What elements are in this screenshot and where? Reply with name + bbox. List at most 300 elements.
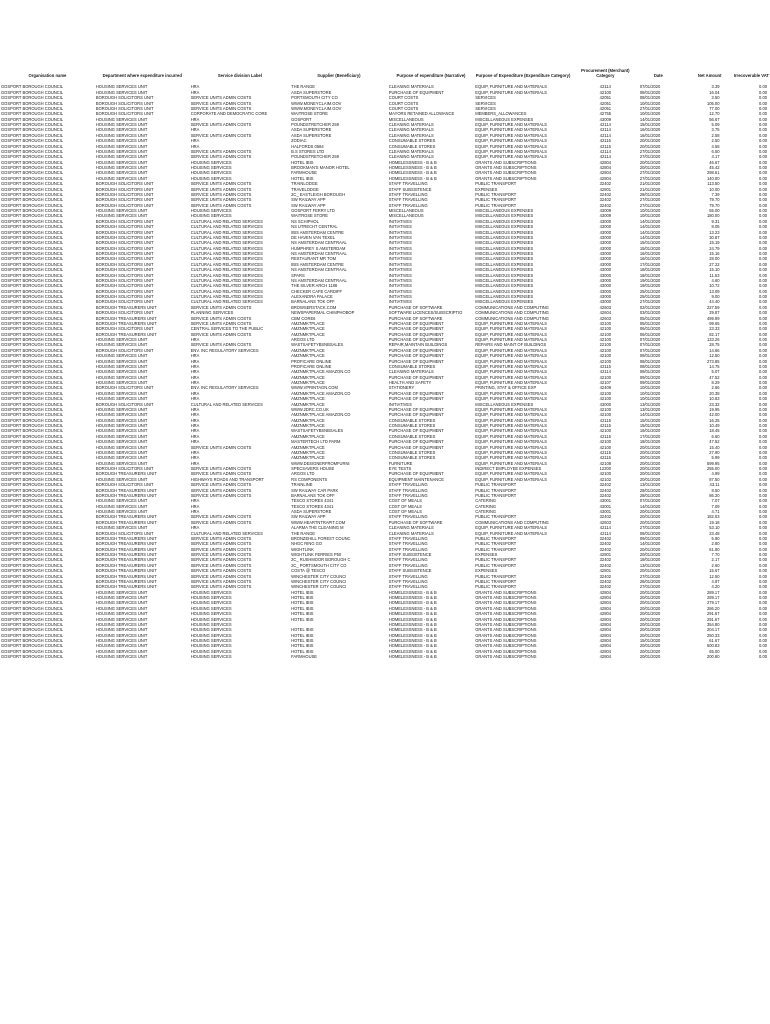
supplier-cell: ASDA SUPERSTORE bbox=[291, 509, 332, 515]
organisation-cell: GOSPORT BOROUGH COUNCIL bbox=[1, 100, 64, 106]
department-cell: BOROUGH SOLICITORS UNIT bbox=[95, 224, 154, 230]
irrecoverable-vat-cell: 0.00 bbox=[759, 170, 767, 176]
service-division-cell: HRA bbox=[190, 460, 200, 466]
date-cell: 18/01/2020 bbox=[639, 267, 661, 273]
irrecoverable-vat-cell: 0.00 bbox=[759, 578, 767, 584]
net-amount-cell: 10.83 bbox=[709, 396, 720, 402]
organisation-cell: GOSPORT BOROUGH COUNCIL bbox=[1, 283, 64, 289]
supplier-cell: HOTEL IBIS bbox=[291, 638, 314, 644]
date-cell: 28/01/2020 bbox=[639, 487, 661, 493]
department-cell: BOROUGH SOLICITORS UNIT bbox=[95, 482, 154, 488]
supplier-cell: WASTSAFETYBSNBSALES bbox=[291, 428, 344, 434]
irrecoverable-vat-cell: 0.00 bbox=[759, 492, 767, 498]
organisation-cell: GOSPORT BOROUGH COUNCIL bbox=[1, 401, 64, 407]
procurement-category-cell: 42804 bbox=[599, 638, 612, 644]
date-cell: 28/01/2020 bbox=[639, 191, 661, 197]
service-division-cell: SERVICE UNITS ADMIN COSTS bbox=[190, 122, 252, 128]
procurement-category-cell: 32402 bbox=[599, 197, 612, 203]
supplier-cell: BARNALANS TOK OFF bbox=[291, 492, 335, 498]
date-cell: 20/01/2020 bbox=[639, 165, 661, 171]
service-division-cell: HRA bbox=[190, 449, 200, 455]
purpose-category-cell: GRANTS AND SUBSCRIPTIONS bbox=[475, 595, 537, 601]
department-cell: BOROUGH SOLICITORS UNIT bbox=[95, 326, 154, 332]
irrecoverable-vat-cell: 0.00 bbox=[759, 654, 767, 660]
department-cell: HOUSING SERVICES UNIT bbox=[95, 353, 148, 359]
purpose-category-cell: SERVICES bbox=[475, 105, 496, 111]
purpose-narrative-cell: STAFF TRAVELLING bbox=[388, 573, 428, 579]
purpose-category-cell: MISCELLANEOUS EXPENSES bbox=[475, 299, 534, 305]
procurement-category-cell: 43009 bbox=[599, 213, 612, 219]
service-division-cell: CULTURAL AND RELATED SERVICES bbox=[190, 530, 263, 536]
supplier-cell: PORTSMOUTH CITY CO bbox=[291, 95, 338, 101]
organisation-cell: GOSPORT BOROUGH COUNCIL bbox=[1, 482, 64, 488]
purpose-narrative-cell: CLEANING MATERIALS bbox=[388, 154, 434, 160]
date-cell: 20/01/2020 bbox=[639, 455, 661, 461]
date-cell: 20/01/2020 bbox=[639, 509, 661, 515]
department-cell: BOROUGH TREASURERS UNIT bbox=[95, 552, 157, 558]
purpose-category-cell: EQUIP, FURNITURE AND MATERIALS bbox=[475, 530, 547, 536]
date-cell: 27/01/2020 bbox=[639, 299, 661, 305]
net-amount-cell: 13.09 bbox=[709, 288, 720, 294]
department-cell: BOROUGH TREASURERS UNIT bbox=[95, 304, 157, 310]
service-division-cell: HOUSING SERVICES bbox=[190, 616, 232, 622]
service-division-cell: HRA bbox=[190, 509, 200, 515]
procurement-category-cell: 42115 bbox=[599, 417, 611, 423]
net-amount-cell: 42.00 bbox=[709, 412, 720, 418]
organisation-cell: GOSPORT BOROUGH COUNCIL bbox=[1, 632, 64, 638]
net-amount-cell: 15.19 bbox=[709, 240, 720, 246]
purpose-category-cell: MISCELLANEOUS EXPENSES bbox=[475, 283, 534, 289]
purpose-narrative-cell: HEALTH AND SAFETY bbox=[388, 380, 432, 386]
net-amount-cell: 204.17 bbox=[706, 627, 720, 633]
net-amount-cell: 4.71 bbox=[711, 509, 720, 515]
purpose-narrative-cell: INITIATIVES bbox=[388, 288, 412, 294]
net-amount-cell: 250.33 bbox=[706, 632, 720, 638]
purpose-category-cell: EQUIP, FURNITURE AND MATERIALS bbox=[475, 353, 547, 359]
net-amount-cell: 29.87 bbox=[709, 310, 720, 316]
procurement-category-cell: 32402 bbox=[599, 487, 612, 493]
purpose-narrative-cell: EYE TESTS bbox=[388, 466, 412, 472]
purpose-category-cell: EQUIP, FURNITURE AND MATERIALS bbox=[475, 374, 547, 380]
irrecoverable-vat-cell: 0.00 bbox=[759, 148, 767, 154]
supplier-cell: AMZNMKTPLACE bbox=[291, 449, 325, 455]
date-cell: 05/01/2020 bbox=[639, 315, 661, 321]
purpose-narrative-cell: STAFF TRAVELLING bbox=[388, 197, 428, 203]
procurement-category-cell: 32402 bbox=[599, 181, 612, 187]
supplier-cell: NEWSPAPERMAL CHIMPHOBOP bbox=[291, 310, 355, 316]
department-cell: HOUSING SERVICES UNIT bbox=[95, 455, 148, 461]
purpose-category-cell: GRANTS AND SUBSCRIPTIONS bbox=[475, 170, 537, 176]
net-amount-cell: 61.80 bbox=[709, 546, 720, 552]
supplier-cell: GOSPORT FERRY LTD bbox=[291, 208, 335, 214]
purpose-category-cell: MISCELLANEOUS EXPENSES bbox=[475, 213, 534, 219]
purpose-narrative-cell: INITIATIVES bbox=[388, 272, 412, 278]
organisation-cell: GOSPORT BOROUGH COUNCIL bbox=[1, 294, 64, 300]
organisation-cell: GOSPORT BOROUGH COUNCIL bbox=[1, 530, 64, 536]
department-cell: HOUSING SERVICES UNIT bbox=[95, 589, 148, 595]
purpose-narrative-cell: STAFF TRAVELLING bbox=[388, 535, 428, 541]
procurement-category-cell: 42100 bbox=[599, 444, 612, 450]
date-cell: 03/01/2020 bbox=[639, 310, 661, 316]
organisation-cell: GOSPORT BOROUGH COUNCIL bbox=[1, 208, 64, 214]
purpose-category-cell: GRANTS AND SUBSCRIPTIONS bbox=[475, 627, 537, 633]
date-cell: 15/01/2020 bbox=[639, 122, 661, 128]
purpose-narrative-cell: CONSUMABLE STORES bbox=[388, 423, 436, 429]
service-division-cell: CORPORATE AND DEMOCRATIC CORE bbox=[190, 111, 268, 117]
net-amount-cell: 86.20 bbox=[709, 492, 720, 498]
header-organisation-name: Organisation name bbox=[28, 73, 67, 79]
department-cell: BOROUGH TREASURERS UNIT bbox=[95, 546, 157, 552]
supplier-cell: ASDA SUPERSTORE bbox=[291, 127, 332, 133]
organisation-cell: GOSPORT BOROUGH COUNCIL bbox=[1, 213, 64, 219]
organisation-cell: GOSPORT BOROUGH COUNCIL bbox=[1, 568, 64, 574]
date-cell: 10/01/2020 bbox=[639, 385, 661, 391]
procurement-category-cell: 42051 bbox=[599, 95, 612, 101]
organisation-cell: GOSPORT BOROUGH COUNCIL bbox=[1, 374, 64, 380]
purpose-narrative-cell: PURCHASE OF EQUIPMENT bbox=[388, 406, 444, 412]
irrecoverable-vat-cell: 0.00 bbox=[759, 460, 767, 466]
table-body bbox=[0, 84, 770, 659]
net-amount-cell: 3.50 bbox=[711, 95, 720, 101]
irrecoverable-vat-cell: 0.00 bbox=[759, 159, 767, 165]
procurement-category-cell: 12200 bbox=[599, 466, 612, 472]
net-amount-cell: 500.83 bbox=[706, 643, 720, 649]
irrecoverable-vat-cell: 0.00 bbox=[759, 326, 767, 332]
service-division-cell: SERVICE UNITS ADMIN COSTS bbox=[190, 320, 252, 326]
service-division-cell: CULTURAL AND RELATED SERVICES bbox=[190, 272, 263, 278]
net-amount-cell: 289.17 bbox=[706, 589, 720, 595]
procurement-category-cell: 42804 bbox=[599, 621, 612, 627]
purpose-narrative-cell: STAFF TRAVELLING bbox=[388, 557, 428, 563]
irrecoverable-vat-cell: 0.00 bbox=[759, 487, 767, 493]
procurement-category-cell: 42115 bbox=[599, 455, 611, 461]
department-cell: HOUSING SERVICES UNIT bbox=[95, 460, 148, 466]
organisation-cell: GOSPORT BOROUGH COUNCIL bbox=[1, 299, 64, 305]
supplier-cell: SW RAILWAY APP bbox=[291, 197, 326, 203]
purpose-narrative-cell: INITIATIVES bbox=[388, 267, 412, 273]
purpose-category-cell: MISCELLANEOUS EXPENSES bbox=[475, 218, 534, 224]
organisation-cell: GOSPORT BOROUGH COUNCIL bbox=[1, 95, 64, 101]
organisation-cell: GOSPORT BOROUGH COUNCIL bbox=[1, 218, 64, 224]
department-cell: HOUSING SERVICES UNIT bbox=[95, 632, 148, 638]
net-amount-cell: 2.66 bbox=[711, 385, 720, 391]
purpose-narrative-cell: HOMELESSNESS - B & B bbox=[388, 627, 437, 633]
department-cell: BOROUGH SOLICITORS UNIT bbox=[95, 347, 154, 353]
procurement-category-cell: 43000 bbox=[599, 224, 612, 230]
purpose-narrative-cell: STAFF TRAVELLING bbox=[388, 487, 428, 493]
department-cell: BOROUGH SOLICITORS UNIT bbox=[95, 401, 154, 407]
procurement-category-cell: 42804 bbox=[599, 589, 612, 595]
net-amount-cell: 200.80 bbox=[706, 654, 720, 660]
purpose-narrative-cell: COST OF MEALS bbox=[388, 503, 422, 509]
date-cell: 19/01/2020 bbox=[639, 283, 661, 289]
net-amount-cell: 291.67 bbox=[706, 611, 720, 617]
date-cell: 20/01/2020 bbox=[639, 595, 661, 601]
purpose-narrative-cell: FURNITURE bbox=[388, 460, 413, 466]
procurement-category-cell: 32402 bbox=[599, 584, 612, 590]
irrecoverable-vat-cell: 0.00 bbox=[759, 530, 767, 536]
purpose-category-cell: EQUIP, FURNITURE AND MATERIALS bbox=[475, 337, 547, 343]
irrecoverable-vat-cell: 0.00 bbox=[759, 245, 767, 251]
service-division-cell: SERVICE UNITS ADMIN COSTS bbox=[190, 197, 252, 203]
organisation-cell: GOSPORT BOROUGH COUNCIL bbox=[1, 460, 64, 466]
purpose-category-cell: EQUIP, FURNITURE AND MATERIALS bbox=[475, 423, 547, 429]
organisation-cell: GOSPORT BOROUGH COUNCIL bbox=[1, 358, 64, 364]
net-amount-cell: 6.50 bbox=[711, 148, 720, 154]
irrecoverable-vat-cell: 0.00 bbox=[759, 251, 767, 257]
purpose-narrative-cell: INITIATIVES bbox=[388, 218, 412, 224]
irrecoverable-vat-cell: 0.00 bbox=[759, 143, 767, 149]
purpose-category-cell: EQUIP, FURNITURE AND MATERIALS bbox=[475, 380, 547, 386]
service-division-cell: SERVICE UNITS ADMIN COSTS bbox=[190, 482, 252, 488]
department-cell: BOROUGH SOLICITORS UNIT bbox=[95, 267, 154, 273]
irrecoverable-vat-cell: 0.00 bbox=[759, 417, 767, 423]
header-supplier: Supplier (Beneficiary) bbox=[317, 73, 361, 79]
procurement-category-cell: 42115 bbox=[599, 138, 611, 144]
organisation-cell: GOSPORT BOROUGH COUNCIL bbox=[1, 466, 64, 472]
organisation-cell: GOSPORT BOROUGH COUNCIL bbox=[1, 353, 64, 359]
purpose-category-cell: PUBLIC TRANSPORT bbox=[475, 584, 517, 590]
purpose-narrative-cell: CONSUMABLE STORES bbox=[388, 363, 436, 369]
service-division-cell: HRA bbox=[190, 417, 200, 423]
purpose-category-cell: EQUIP, FURNITURE AND MATERIALS bbox=[475, 122, 547, 128]
purpose-narrative-cell: STAFF SUBSISTENCE bbox=[388, 186, 432, 192]
date-cell: 14/01/2020 bbox=[639, 116, 661, 122]
service-division-cell: CULTURAL AND RELATED SERVICES bbox=[190, 267, 263, 273]
supplier-cell: NS AMSTERDAM CENTRAAL bbox=[291, 277, 347, 283]
irrecoverable-vat-cell: 0.00 bbox=[759, 320, 767, 326]
irrecoverable-vat-cell: 0.00 bbox=[759, 595, 767, 601]
department-cell: HOUSING SERVICES UNIT bbox=[95, 406, 148, 412]
supplier-cell: IBIS AMSTERDAM CENTRE bbox=[291, 261, 344, 267]
department-cell: BOROUGH TREASURERS UNIT bbox=[95, 492, 157, 498]
purpose-category-cell: MEMBERS_ALLOWANCES bbox=[475, 111, 527, 117]
department-cell: HOUSING SERVICES UNIT bbox=[95, 600, 148, 606]
procurement-category-cell: 43000 bbox=[599, 288, 612, 294]
purpose-category-cell: MISCELLANEOUS EXPENSES bbox=[475, 251, 534, 257]
net-amount-cell: 23.48 bbox=[709, 530, 720, 536]
purpose-category-cell: EQUIP, FURNITURE AND MATERIALS bbox=[475, 148, 547, 154]
organisation-cell: GOSPORT BOROUGH COUNCIL bbox=[1, 519, 64, 525]
service-division-cell: HOUSING SERVICES bbox=[190, 648, 232, 654]
department-cell: BOROUGH SOLICITORS UNIT bbox=[95, 385, 154, 391]
date-cell: 07/01/2020 bbox=[639, 498, 661, 504]
organisation-cell: GOSPORT BOROUGH COUNCIL bbox=[1, 638, 64, 644]
department-cell: HOUSING SERVICES UNIT bbox=[95, 337, 148, 343]
organisation-cell: GOSPORT BOROUGH COUNCIL bbox=[1, 514, 64, 520]
net-amount-cell: 2.80 bbox=[711, 541, 720, 547]
department-cell: HOUSING SERVICES UNIT bbox=[95, 369, 148, 375]
purpose-narrative-cell: HOMELESSNESS - B & B bbox=[388, 611, 437, 617]
date-cell: 20/01/2020 bbox=[639, 611, 661, 617]
supplier-cell: COSTA @ TESCO bbox=[291, 568, 326, 574]
organisation-cell: GOSPORT BOROUGH COUNCIL bbox=[1, 654, 64, 660]
service-division-cell: SERVICE UNITS ADMIN COSTS bbox=[190, 181, 252, 187]
irrecoverable-vat-cell: 0.00 bbox=[759, 396, 767, 402]
purpose-category-cell: GRANTS AND SUBSCRIPTIONS bbox=[475, 611, 537, 617]
date-cell: 08/01/2020 bbox=[639, 95, 661, 101]
service-division-cell: SERVICE UNITS ADMIN COSTS bbox=[190, 562, 252, 568]
department-cell: HOUSING SERVICES UNIT bbox=[95, 428, 148, 434]
irrecoverable-vat-cell: 0.00 bbox=[759, 154, 767, 160]
organisation-cell: GOSPORT BOROUGH COUNCIL bbox=[1, 385, 64, 391]
purpose-category-cell: GRANTS AND SUBSCRIPTIONS bbox=[475, 621, 537, 627]
department-cell: HOUSING SERVICES UNIT bbox=[95, 605, 148, 611]
department-cell: HOUSING SERVICES UNIT bbox=[95, 509, 148, 515]
net-amount-cell: 47.52 bbox=[709, 439, 720, 445]
net-amount-cell: 24.79 bbox=[709, 245, 720, 251]
organisation-cell: GOSPORT BOROUGH COUNCIL bbox=[1, 342, 64, 348]
service-division-cell: HRA bbox=[190, 455, 200, 461]
purpose-category-cell: PUBLIC TRANSPORT bbox=[475, 578, 517, 584]
net-amount-cell: 140.00 bbox=[706, 175, 720, 181]
service-division-cell: SERVICE UNITS ADMIN COSTS bbox=[190, 492, 252, 498]
irrecoverable-vat-cell: 0.00 bbox=[759, 224, 767, 230]
procurement-category-cell: 42051 bbox=[599, 105, 612, 111]
organisation-cell: GOSPORT BOROUGH COUNCIL bbox=[1, 406, 64, 412]
procurement-category-cell: 42114 bbox=[599, 525, 611, 531]
procurement-category-cell: 42114 bbox=[599, 127, 611, 133]
date-cell: 06/01/2020 bbox=[639, 326, 661, 332]
net-amount-cell: 44.40 bbox=[709, 299, 720, 305]
procurement-category-cell: 42801 bbox=[599, 186, 612, 192]
organisation-cell: GOSPORT BOROUGH COUNCIL bbox=[1, 535, 64, 541]
date-cell: 16/01/2020 bbox=[639, 132, 661, 138]
department-cell: HOUSING SERVICES UNIT bbox=[95, 525, 148, 531]
date-cell: 07/01/2020 bbox=[639, 342, 661, 348]
supplier-cell: FARMHOUSE bbox=[291, 654, 318, 660]
net-amount-cell: 3.39 bbox=[711, 84, 720, 90]
net-amount-cell: 2.17 bbox=[711, 557, 720, 563]
supplier-cell: ALARMA THE CLEANING M bbox=[291, 525, 344, 531]
net-amount-cell: 2.58 bbox=[711, 132, 720, 138]
purpose-narrative-cell: COURT COSTS bbox=[388, 105, 419, 111]
net-amount-cell: 19.18 bbox=[709, 519, 720, 525]
department-cell: HOUSING SERVICES UNIT bbox=[95, 417, 148, 423]
date-cell: 20/01/2020 bbox=[639, 514, 661, 520]
supplier-cell: PROFICARE ONLINE bbox=[291, 363, 332, 369]
organisation-cell: GOSPORT BOROUGH COUNCIL bbox=[1, 492, 64, 498]
net-amount-cell: 19.95 bbox=[709, 406, 720, 412]
date-cell: 20/01/2020 bbox=[639, 627, 661, 633]
irrecoverable-vat-cell: 0.00 bbox=[759, 584, 767, 590]
supplier-cell: CBM CORE6 bbox=[291, 315, 316, 321]
purpose-narrative-cell: CONSUMABLE STORES bbox=[388, 433, 436, 439]
service-division-cell: HRA bbox=[190, 396, 200, 402]
supplier-cell: GOSPORT bbox=[291, 116, 312, 122]
date-cell: 10/01/2020 bbox=[639, 111, 661, 117]
service-division-cell: SERVICE UNITS ADMIN COSTS bbox=[190, 568, 252, 574]
irrecoverable-vat-cell: 0.00 bbox=[759, 514, 767, 520]
service-division-cell: HOUSING SERVICES bbox=[190, 654, 232, 660]
irrecoverable-vat-cell: 0.00 bbox=[759, 191, 767, 197]
purpose-narrative-cell: INITIATIVES bbox=[388, 256, 412, 262]
procurement-category-cell: 42100 bbox=[599, 89, 612, 95]
purpose-narrative-cell: STAFF TRAVELLING bbox=[388, 191, 428, 197]
net-amount-cell: 499.99 bbox=[706, 315, 720, 321]
purpose-narrative-cell: INITIATIVES bbox=[388, 251, 412, 257]
net-amount-cell: 87.50 bbox=[709, 476, 720, 482]
supplier-cell: WAITROSE STORE bbox=[291, 111, 328, 117]
purpose-narrative-cell: PURCHASE OF EQUIPMENT bbox=[388, 428, 444, 434]
procurement-category-cell: 42804 bbox=[599, 600, 612, 606]
irrecoverable-vat-cell: 0.00 bbox=[759, 482, 767, 488]
procurement-category-cell: 32402 bbox=[599, 573, 612, 579]
purpose-category-cell: PUBLIC TRANSPORT bbox=[475, 181, 517, 187]
service-division-cell: SERVICE UNITS ADMIN COSTS bbox=[190, 331, 252, 337]
supplier-cell: WWW.2DRC.CO.UK bbox=[291, 406, 329, 412]
service-division-cell: HRA bbox=[190, 369, 200, 375]
supplier-cell: WAITROSE STORE bbox=[291, 213, 328, 219]
date-cell: 20/01/2020 bbox=[639, 600, 661, 606]
service-division-cell: HRA bbox=[190, 363, 200, 369]
department-cell: HOUSING SERVICES UNIT bbox=[95, 122, 148, 128]
procurement-category-cell: 42804 bbox=[599, 165, 612, 171]
irrecoverable-vat-cell: 0.00 bbox=[759, 208, 767, 214]
procurement-category-cell: 42603 bbox=[599, 315, 612, 321]
supplier-cell: WWW.VPRINTAGN.COM bbox=[291, 385, 338, 391]
service-division-cell: SERVICE UNITS ADMIN COSTS bbox=[190, 546, 252, 552]
purpose-category-cell: EQUIP, FURNITURE AND MATERIALS bbox=[475, 476, 547, 482]
organisation-cell: GOSPORT BOROUGH COUNCIL bbox=[1, 627, 64, 633]
procurement-category-cell: 43000 bbox=[599, 261, 612, 267]
irrecoverable-vat-cell: 0.00 bbox=[759, 573, 767, 579]
purpose-narrative-cell: HOMELESSNESS - B & B bbox=[388, 175, 437, 181]
irrecoverable-vat-cell: 0.00 bbox=[759, 358, 767, 364]
net-amount-cell: 16.04 bbox=[709, 89, 720, 95]
organisation-cell: GOSPORT BOROUGH COUNCIL bbox=[1, 412, 64, 418]
irrecoverable-vat-cell: 0.00 bbox=[759, 229, 767, 235]
procurement-category-cell: 42100 bbox=[599, 406, 612, 412]
department-cell: BOROUGH TREASURERS UNIT bbox=[95, 541, 157, 547]
organisation-cell: GOSPORT BOROUGH COUNCIL bbox=[1, 439, 64, 445]
net-amount-cell: 23.33 bbox=[709, 326, 720, 332]
procurement-category-cell: 42114 bbox=[599, 122, 611, 128]
supplier-cell: ASDA SUPERSTORE bbox=[291, 89, 332, 95]
supplier-cell: RS COMPONENTS bbox=[291, 476, 328, 482]
procurement-category-cell: 43000 bbox=[599, 401, 612, 407]
supplier-cell: AMZNMKTPLACE bbox=[291, 396, 325, 402]
purpose-category-cell: GRANTS AND SUBSCRIPTIONS bbox=[475, 632, 537, 638]
organisation-cell: GOSPORT BOROUGH COUNCIL bbox=[1, 600, 64, 606]
purpose-category-cell: EQUIP, FURNITURE AND MATERIALS bbox=[475, 433, 547, 439]
purpose-narrative-cell: HOMELESSNESS - B & B bbox=[388, 654, 437, 660]
organisation-cell: GOSPORT BOROUGH COUNCIL bbox=[1, 471, 64, 477]
service-division-cell: CULTURAL AND RELATED SERVICES bbox=[190, 288, 263, 294]
date-cell: 27/01/2020 bbox=[639, 175, 661, 181]
service-division-cell: SERVICE UNITS ADMIN COSTS bbox=[190, 342, 252, 348]
irrecoverable-vat-cell: 0.00 bbox=[759, 412, 767, 418]
date-cell: 14/01/2020 bbox=[639, 218, 661, 224]
organisation-cell: GOSPORT BOROUGH COUNCIL bbox=[1, 621, 64, 627]
purpose-category-cell: PUBLIC TRANSPORT bbox=[475, 492, 517, 498]
date-cell: 27/01/2020 bbox=[639, 154, 661, 160]
net-amount-cell: 9.00 bbox=[711, 294, 720, 300]
organisation-cell: GOSPORT BOROUGH COUNCIL bbox=[1, 111, 64, 117]
purpose-narrative-cell: INITIATIVES bbox=[388, 224, 412, 230]
purpose-narrative-cell: STAFF TRAVELLING bbox=[388, 482, 428, 488]
procurement-category-cell: 42804 bbox=[599, 175, 612, 181]
purpose-narrative-cell: HOMELESSNESS - B & B bbox=[388, 600, 437, 606]
procurement-category-cell: 43000 bbox=[599, 299, 612, 305]
service-division-cell: CULTURAL AND RELATED SERVICES bbox=[190, 261, 263, 267]
service-division-cell: SERVICE UNITS ADMIN COSTS bbox=[190, 573, 252, 579]
supplier-cell: WWW.DESIGNERFROMFURNI bbox=[291, 460, 350, 466]
date-cell: 20/01/2020 bbox=[639, 159, 661, 165]
department-cell: BOROUGH TREASURERS UNIT bbox=[95, 573, 157, 579]
irrecoverable-vat-cell: 0.00 bbox=[759, 621, 767, 627]
date-cell: 17/01/2020 bbox=[639, 261, 661, 267]
